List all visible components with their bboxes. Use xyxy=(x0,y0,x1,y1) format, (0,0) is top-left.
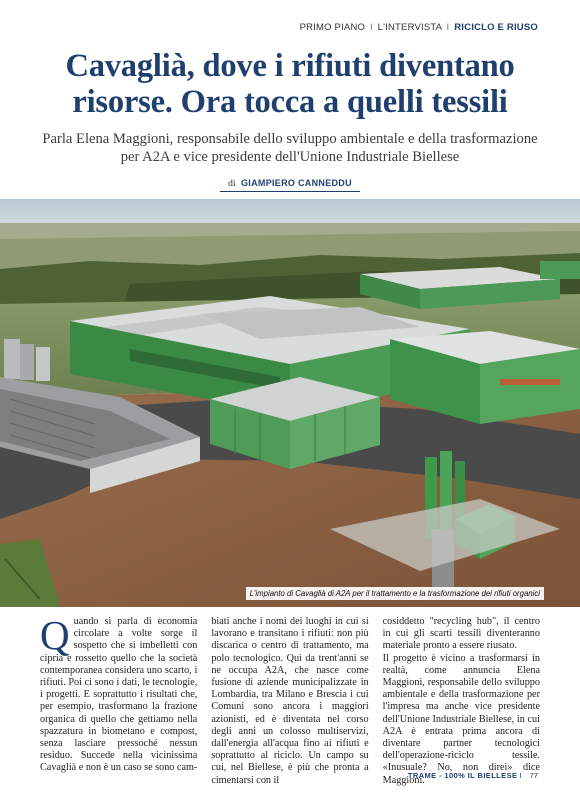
drop-cap: Q xyxy=(40,612,70,658)
kicker-section-3: RICICLO E RIUSO xyxy=(454,22,538,33)
column-1-text: uando si parla di economia circolare a volte sorge il sospetto che si imbelletti con cipria e rossetto quello che la società contemporanea considera uno scarto, i rifiuti. Poi ci sono i dati, le tecnologie, i progetti. E soprattutto i risultati che, per esempio, trasformano la frazione organica di quello che gettiamo nella spazzatura in biometano e compost, senza lasciare pressoché nessun residuo. Succede nella vicinissima Cavaglià e non è un caso se sono cam- xyxy=(40,616,198,774)
column-3-paragraph-1: cosiddetto "recycling hub", il centro in cui gli scarti tessili diventeranno materiale pronto a essere riusato. xyxy=(382,616,540,652)
kicker-separator: I xyxy=(369,22,373,33)
title-line-2: risorse. Ora tocca a quelli tessili xyxy=(72,84,508,120)
standfirst-line-2: per A2A e vice presidente dell'Unione Industriale Biellese xyxy=(120,148,460,165)
title-line-1: Cavaglià, dove i rifiuti diventano xyxy=(65,48,515,84)
section-kicker xyxy=(300,22,538,33)
photo-caption: L'impianto di Cavaglià di A2A per il trattamento e la trasformazione dei rifiuti organici xyxy=(246,587,544,600)
body-column-1 xyxy=(40,612,198,774)
page-number: 77 xyxy=(529,771,538,780)
column-2-text: biati anche i nomi dei luoghi in cui si lavorano e transitano i rifiuti: non più discarica o centro di trattamento, ma polo tecnologico. Qui da trent'anni se ne occupa A2A, che nasce come fusione di aziende municipalizzate in Lombardia, tra Milano e Brescia i cui Comuni sono ancora i maggiori azionisti, ed è diventata nel corso degli anni un colosso multiservizi, dall'energia all'acqua fino ai rifiuti e soprattutto al riciclo. Un campo su cui, nel Biellese, è più che pronta a cimentarsi con il xyxy=(211,616,369,786)
kicker-section-1: PRIMO PIANO xyxy=(299,22,366,33)
body-column-2 xyxy=(211,616,369,786)
byline-prefix: di xyxy=(228,179,236,189)
author-name: GIAMPIERO CANNEDDU xyxy=(241,178,352,188)
page-footer xyxy=(408,771,538,780)
kicker-section-2: L'INTERVISTA xyxy=(377,22,442,33)
standfirst-line-1: Parla Elena Maggioni, responsabile dello sviluppo ambientale e della trasformazione xyxy=(42,131,538,147)
column-3-paragraph-2: Il progetto è vicino a trasformarsi in realtà, come annuncia Elena Maggioni, responsabile dello sviluppo ambientale e della trasformazione per l'impresa ma anche vice presidente dell'Unione Industriale Biellese, in cui A2A è entrata prima ancora di diventare partner tecnologici dell'operazione-riciclo tessile. «Inusuale? No, non direi» dice Maggioni. xyxy=(382,652,540,786)
kicker-separator: I xyxy=(446,22,450,33)
byline xyxy=(220,178,360,192)
footer-separator: I xyxy=(519,771,522,780)
publication-name: TRAME - 100% IL BIELLESE xyxy=(407,771,518,780)
plant-aerial-photo xyxy=(0,199,580,607)
article-title xyxy=(20,48,560,120)
article-standfirst xyxy=(30,131,550,166)
